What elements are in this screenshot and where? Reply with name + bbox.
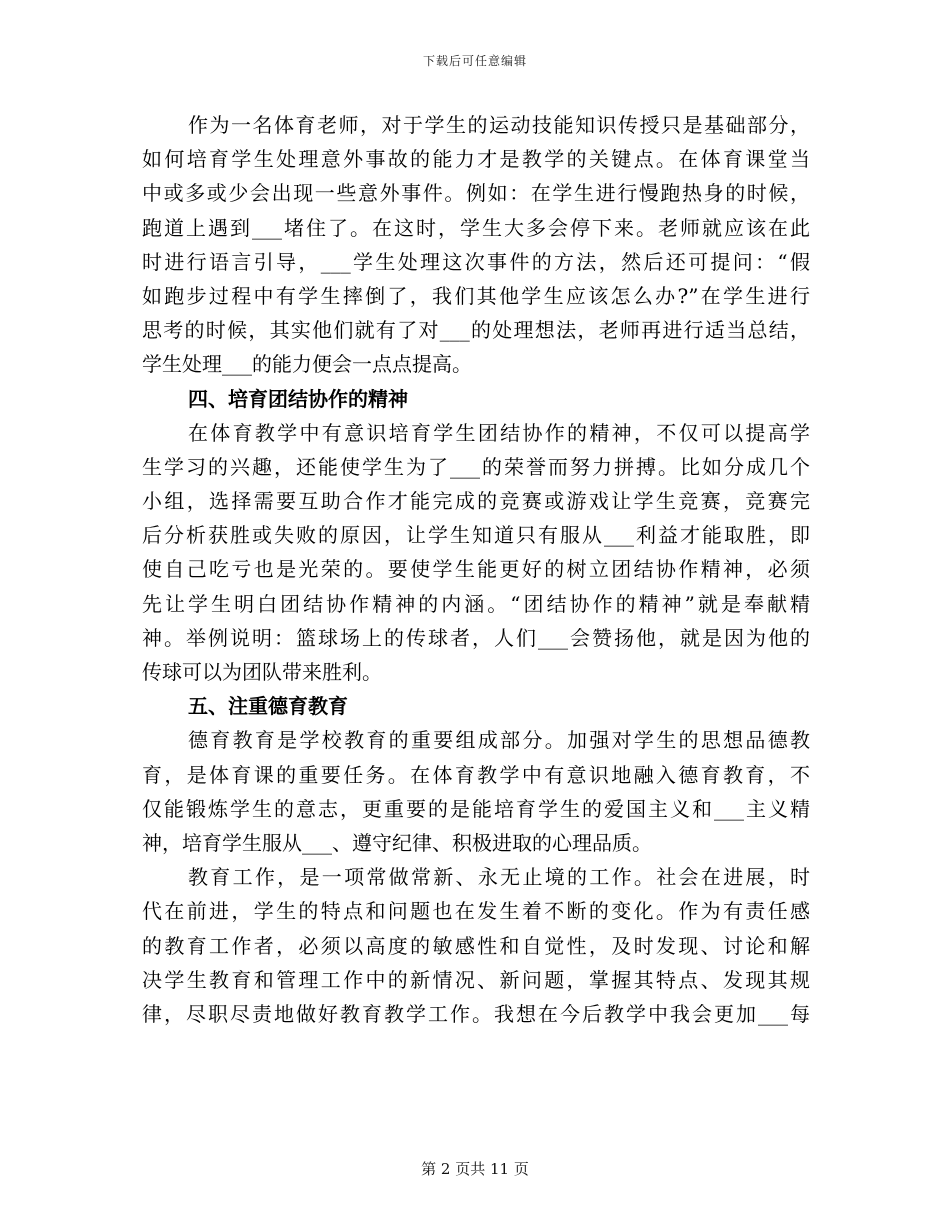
paragraph-line: 先让学生明白团结协作精神的内涵。“团结协作的精神”就是奉献精 [142, 591, 810, 616]
page-header: 下载后可任意编辑 [422, 54, 527, 68]
section-heading: 四、培育团结协作的精神 [188, 386, 408, 411]
paragraph-line: 中或多或少会出现一些意外事件。例如：在学生进行慢跑热身的时候， [142, 181, 810, 206]
paragraph-line: 学生处理___的能力便会一点点提高。 [142, 352, 472, 377]
paragraph-line: 传球可以为团队带来胜利。 [142, 660, 382, 684]
paragraph-line: 德育教育是学校教育的重要组成部分。加强对学生的思想品德教 [188, 728, 810, 753]
paragraph-line: 如跑步过程中有学生摔倒了，我们其他学生应该怎么办?”在学生进行 [142, 283, 810, 308]
paragraph-line: 的教育工作者，必须以高度的敏感性和自觉性，及时发现、讨论和解 [142, 933, 810, 958]
paragraph-line: 小组，选择需要互助合作才能完成的竞赛或游戏让学生竞赛，竞赛完 [142, 489, 810, 514]
paragraph-line: 后分析获胜或失败的原因，让学生知道只有服从___利益才能取胜，即 [142, 523, 810, 548]
paragraph-line: 代在前进，学生的特点和问题也在发生着不断的变化。作为有责任感 [142, 899, 810, 924]
paragraph-line: 律，尽职尽责地做好教育教学工作。我想在今后教学中我会更加___每 [142, 1001, 810, 1026]
paragraph-line: 如何培育学生处理意外事故的能力才是教学的关键点。在体育课堂当 [142, 147, 810, 172]
paragraph-line: 作为一名体育老师，对于学生的运动技能知识传授只是基础部分， [188, 113, 810, 137]
section-heading: 五、注重德育教育 [188, 694, 348, 719]
paragraph-line: 仅能锻炼学生的意志，更重要的是能培育学生的爱国主义和___主义精 [142, 796, 810, 821]
paragraph-line: 在体育教学中有意识培育学生团结协作的精神，不仅可以提高学 [188, 420, 810, 445]
paragraph-line: 教育工作，是一项常做常新、永无止境的工作。社会在进展，时 [188, 865, 810, 890]
paragraph-line: 神，培育学生服从___、遵守纪律、积极进取的心理品质。 [142, 830, 652, 855]
paragraph-line: 生学习的兴趣，还能使学生为了___的荣誉而努力拼搏。比如分成几个 [142, 454, 810, 479]
paragraph-line: 时进行语言引导，___学生处理这次事件的方法，然后还可提问：“假 [142, 249, 810, 274]
paragraph-line: 使自己吃亏也是光荣的。要使学生能更好的树立团结协作精神，必须 [142, 557, 810, 582]
paragraph-line: 思考的时候，其实他们就有了对___的处理想法，老师再进行适当总结， [142, 318, 810, 343]
paragraph-line: 神。举例说明：篮球场上的传球者，人们___会赞扬他，就是因为他的 [142, 625, 810, 650]
paragraph-line: 育，是体育课的重要任务。在体育教学中有意识地融入德育教育，不 [142, 762, 810, 787]
paragraph-line: 跑道上遇到___堵住了。在这时，学生大多会停下来。老师就应该在此 [142, 215, 810, 240]
document-body [142, 108, 810, 1031]
page-footer: 第 2 页共 11 页 [421, 1160, 529, 1178]
paragraph-line: 决学生教育和管理工作中的新情况、新问题，掌握其特点、发现其规 [142, 967, 810, 992]
